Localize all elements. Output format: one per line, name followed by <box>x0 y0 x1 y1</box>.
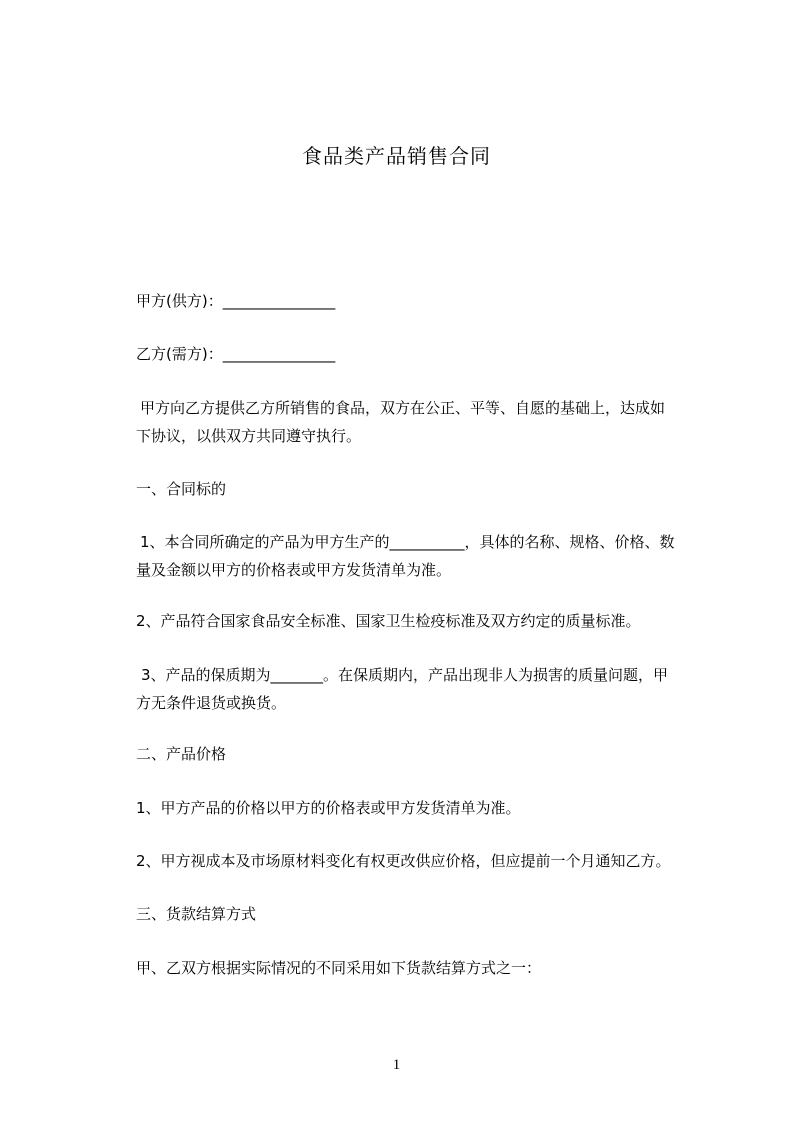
clause-2-2: 2、甲方视成本及市场原材料变化有权更改供应价格，但应提前一个月通知乙方。 <box>136 852 671 870</box>
clause-1-3-line-1: 3、产品的保质期为_______。在保质期内，产品出现非人为损害的质量问题，甲 <box>141 666 669 684</box>
section-1-heading: 一、合同标的 <box>136 480 227 498</box>
party-b-line: 乙方(需方)：_______________ <box>136 345 336 363</box>
clause-2-1: 1、甲方产品的价格以甲方的价格表或甲方发货清单为准。 <box>136 799 521 817</box>
section-3-intro: 甲、乙双方根据实际情况的不同采用如下货款结算方式之一： <box>136 959 542 977</box>
intro-paragraph-line-2: 下协议，以供双方共同遵守执行。 <box>136 427 362 445</box>
clause-1-3-line-2: 方无条件退货或换货。 <box>136 694 287 712</box>
document-title: 食品类产品销售合同 <box>302 144 491 168</box>
clause-1-1-line-1: 1、本合同所确定的产品为甲方生产的__________，具体的名称、规格、价格、数 <box>140 533 675 551</box>
clause-1-2: 2、产品符合国家食品安全标准、国家卫生检疫标准及双方约定的质量标准。 <box>136 612 641 630</box>
page-number: 1 <box>392 1057 401 1073</box>
section-3-heading: 三、货款结算方式 <box>136 905 257 923</box>
clause-1-1-line-2: 量及金额以甲方的价格表或甲方发货清单为准。 <box>136 561 452 579</box>
party-a-line: 甲方(供方)：_______________ <box>136 292 336 310</box>
section-2-heading: 二、产品价格 <box>136 745 227 763</box>
intro-paragraph-line-1: 甲方向乙方提供乙方所销售的食品，双方在公正、平等、自愿的基础上，达成如 <box>140 399 666 417</box>
